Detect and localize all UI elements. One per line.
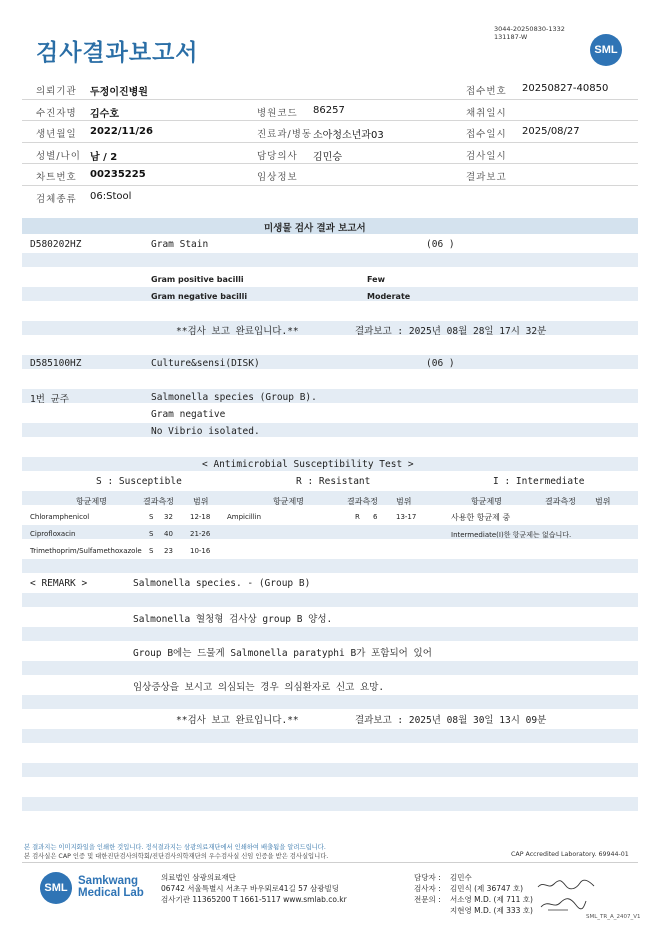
stripe — [22, 661, 638, 675]
chart-label: 차트번호 — [36, 172, 77, 183]
remark-line2: Salmonella 혈청형 검사상 group B 양성. — [133, 614, 333, 625]
test2-name: Culture&sensi(DISK) — [151, 358, 260, 369]
org-contact: 검사기관 11365200 T 1661-5117 www.smlab.co.kr — [161, 895, 347, 904]
info-row — [22, 100, 638, 122]
birth-label: 생년월일 — [36, 129, 77, 140]
col-range-2: 범위 — [396, 497, 412, 506]
legend-intermediate: I : Intermediate — [493, 476, 585, 487]
footer-notice-2: 본 검사실은 CAP 인증 및 대한진단검사의학회/진단검사의학재단의 우수검사실 신임 인증을 받은 검사실입니다. — [24, 853, 329, 860]
hospital-code-label: 병원코드 — [257, 107, 298, 119]
gram-negative-value: Moderate — [367, 292, 411, 301]
sml-logo-icon: SML — [590, 34, 622, 66]
col-drug-1: 항균제명 — [76, 497, 107, 506]
info-row — [22, 121, 638, 143]
dept-value: 소아청소년과03 — [313, 130, 384, 141]
col-drug-3: 항균제명 — [471, 497, 502, 506]
report-label: 결과보고 — [466, 172, 507, 183]
stripe — [22, 559, 638, 573]
stripe — [22, 627, 638, 641]
gram-positive-label: Gram positive bacilli — [151, 275, 244, 284]
ast-drug: Ciprofloxacin — [30, 530, 76, 538]
org-name: 의료법인 삼광의료재단 — [161, 873, 236, 882]
test1-code: D580202HZ — [30, 239, 82, 250]
col-drug-2: 항균제명 — [273, 497, 304, 506]
clinical-label: 임상정보 — [257, 172, 298, 183]
org-address: 06742 서울특별시 서초구 바우뫼로41길 57 삼광빌딩 — [161, 884, 340, 893]
ast-sir: S — [149, 513, 154, 521]
report-complete-1: **검사 보고 완료입니다.** — [176, 326, 299, 337]
stripe — [22, 287, 638, 301]
document-id — [494, 25, 565, 41]
test1-specimen: (06 ) — [426, 239, 455, 250]
organism-line1: Salmonella species (Group B). — [151, 392, 317, 403]
specimen-value: 06:Stool — [90, 190, 132, 202]
ast-drug: Trimethoprim/Sulfamethoxazole — [30, 547, 142, 555]
col-range-3: 범위 — [595, 497, 611, 506]
staff1-name: 김민수 — [450, 873, 472, 882]
info-row — [22, 143, 638, 165]
sml-footer-logo-icon: SML — [40, 872, 72, 904]
patient-value: 김수호 — [90, 108, 119, 120]
remark-label: < REMARK > — [30, 578, 88, 589]
ast-range: 10-16 — [190, 547, 211, 555]
ast-value: 23 — [164, 547, 173, 555]
legend-susceptible: S : Susceptible — [96, 476, 182, 487]
birth-value: 2022/11/26 — [90, 126, 153, 137]
organism-line2: Gram negative — [151, 409, 226, 420]
doctor-label: 담당의사 — [257, 150, 298, 162]
stripe — [22, 253, 638, 267]
report-complete-2: **검사 보고 완료입니다.** — [176, 715, 299, 726]
col-result-2: 결과측정 — [347, 497, 378, 506]
footer-divider — [22, 862, 638, 863]
stripe — [22, 423, 638, 437]
ast-sir: S — [149, 530, 154, 538]
receipt-date-value: 2025/08/27 — [522, 126, 580, 137]
form-code: SML_TR_A_2407_V1 — [586, 914, 641, 920]
organism-line3: No Vibrio isolated. — [151, 426, 260, 437]
ast-note-1: 사용한 항균제 중 — [451, 513, 511, 522]
test1-name: Gram Stain — [151, 239, 209, 250]
chart-value: 00235225 — [90, 169, 146, 180]
stripe — [22, 695, 638, 709]
receipt-no-value: 20250827-40850 — [522, 83, 609, 94]
ast-range: 21-26 — [190, 530, 211, 538]
collect-date-label: 채취일시 — [466, 107, 507, 119]
col-result-1: 결과측정 — [143, 497, 174, 506]
stripe — [22, 763, 638, 777]
institution-value: 두정이진병원 — [90, 87, 148, 98]
institution-label: 의뢰기관 — [36, 86, 77, 97]
remark-line1: Salmonella species. - (Group B) — [133, 578, 311, 589]
ast-range: 12-18 — [190, 513, 211, 521]
info-row — [22, 78, 638, 100]
gram-negative-label: Gram negative bacilli — [151, 292, 248, 301]
legend-resistant: R : Resistant — [296, 476, 371, 487]
col-result-3: 결과측정 — [545, 497, 576, 506]
staff2-name: 김민식 (제 36747 호) — [450, 884, 524, 893]
test2-code: D585100HZ — [30, 358, 82, 369]
receipt-date-label: 접수일시 — [466, 129, 507, 140]
signature-1-icon — [536, 878, 596, 892]
ast-drug: Chloramphenicol — [30, 513, 90, 521]
hospital-code-value: 86257 — [313, 104, 345, 116]
staff2-label: 검사자 : — [414, 884, 441, 893]
ast-note-2: Intermediate(I)한 항균제는 없습니다. — [451, 531, 572, 539]
receipt-no-label: 접수번호 — [466, 86, 507, 97]
ast-range: 13-17 — [396, 513, 417, 521]
patient-label: 수진자명 — [36, 107, 77, 119]
page-title: 검사결과보고서 — [36, 40, 199, 66]
ast-title: < Antimicrobial Susceptibility Test > — [202, 459, 414, 470]
staff1-label: 담당자 : — [414, 873, 441, 882]
remark-line4: 임상증상을 보시고 의심되는 경우 의심환자로 신고 요망. — [133, 682, 385, 693]
ast-sir: R — [355, 513, 360, 521]
ast-value: 32 — [164, 513, 173, 521]
organism-label: 1번 균주 — [30, 394, 69, 405]
brand-line1: Samkwang — [78, 875, 139, 887]
doc-id-line2: 131187-W — [494, 33, 528, 41]
brand-name — [78, 875, 144, 899]
report-time-2: 결과보고 : 2025년 08월 30일 13시 09분 — [355, 715, 547, 726]
staff3-label: 전문의 : — [414, 895, 441, 904]
ast-sir: S — [149, 547, 154, 555]
dept-label: 진료과/병동 — [257, 129, 313, 140]
staff3-name: 서소영 M.D. (제 711 호) — [450, 895, 533, 904]
report-time-1: 결과보고 : 2025년 08월 28일 17시 32분 — [355, 326, 547, 337]
test2-specimen: (06 ) — [426, 358, 455, 369]
doc-id-line1: 3044-20250830-1332 — [494, 25, 565, 33]
ast-value: 6 — [373, 513, 378, 521]
cap-accreditation: CAP Accredited Laboratory. 69944-01 — [511, 851, 629, 858]
stripe — [22, 355, 638, 369]
doctor-value: 김민승 — [313, 151, 342, 163]
sex-age-value: 남 / 2 — [90, 151, 118, 163]
specimen-label: 검체종류 — [36, 193, 77, 205]
patient-info-table — [22, 78, 638, 206]
brand-line2: Medical Lab — [78, 887, 144, 899]
staff4-name: 지현영 M.D. (제 333 호) — [450, 906, 533, 915]
ast-drug: Ampicillin — [227, 513, 262, 521]
stripe — [22, 797, 638, 811]
ast-value: 40 — [164, 530, 173, 538]
col-range-1: 범위 — [193, 497, 209, 506]
test-date-label: 검사일시 — [466, 150, 507, 162]
info-row — [22, 164, 638, 186]
stripe — [22, 389, 638, 403]
signature-2-icon — [538, 895, 588, 913]
sex-age-label: 성별/나이 — [36, 150, 81, 162]
stripe — [22, 593, 638, 607]
info-row — [22, 186, 638, 207]
stripe — [22, 729, 638, 743]
section-title: 미생물 검사 결과 보고서 — [264, 223, 366, 234]
footer-notice-1: 본 결과지는 이미지화일을 인쇄한 것입니다. 정식결과지는 삼광의료재단에서 인쇄하여 배출됨을 알려드립니다. — [24, 844, 326, 851]
remark-line3: Group B에는 드물게 Salmonella paratyphi B가 포함되어 있어 — [133, 648, 432, 659]
gram-positive-value: Few — [367, 275, 385, 284]
